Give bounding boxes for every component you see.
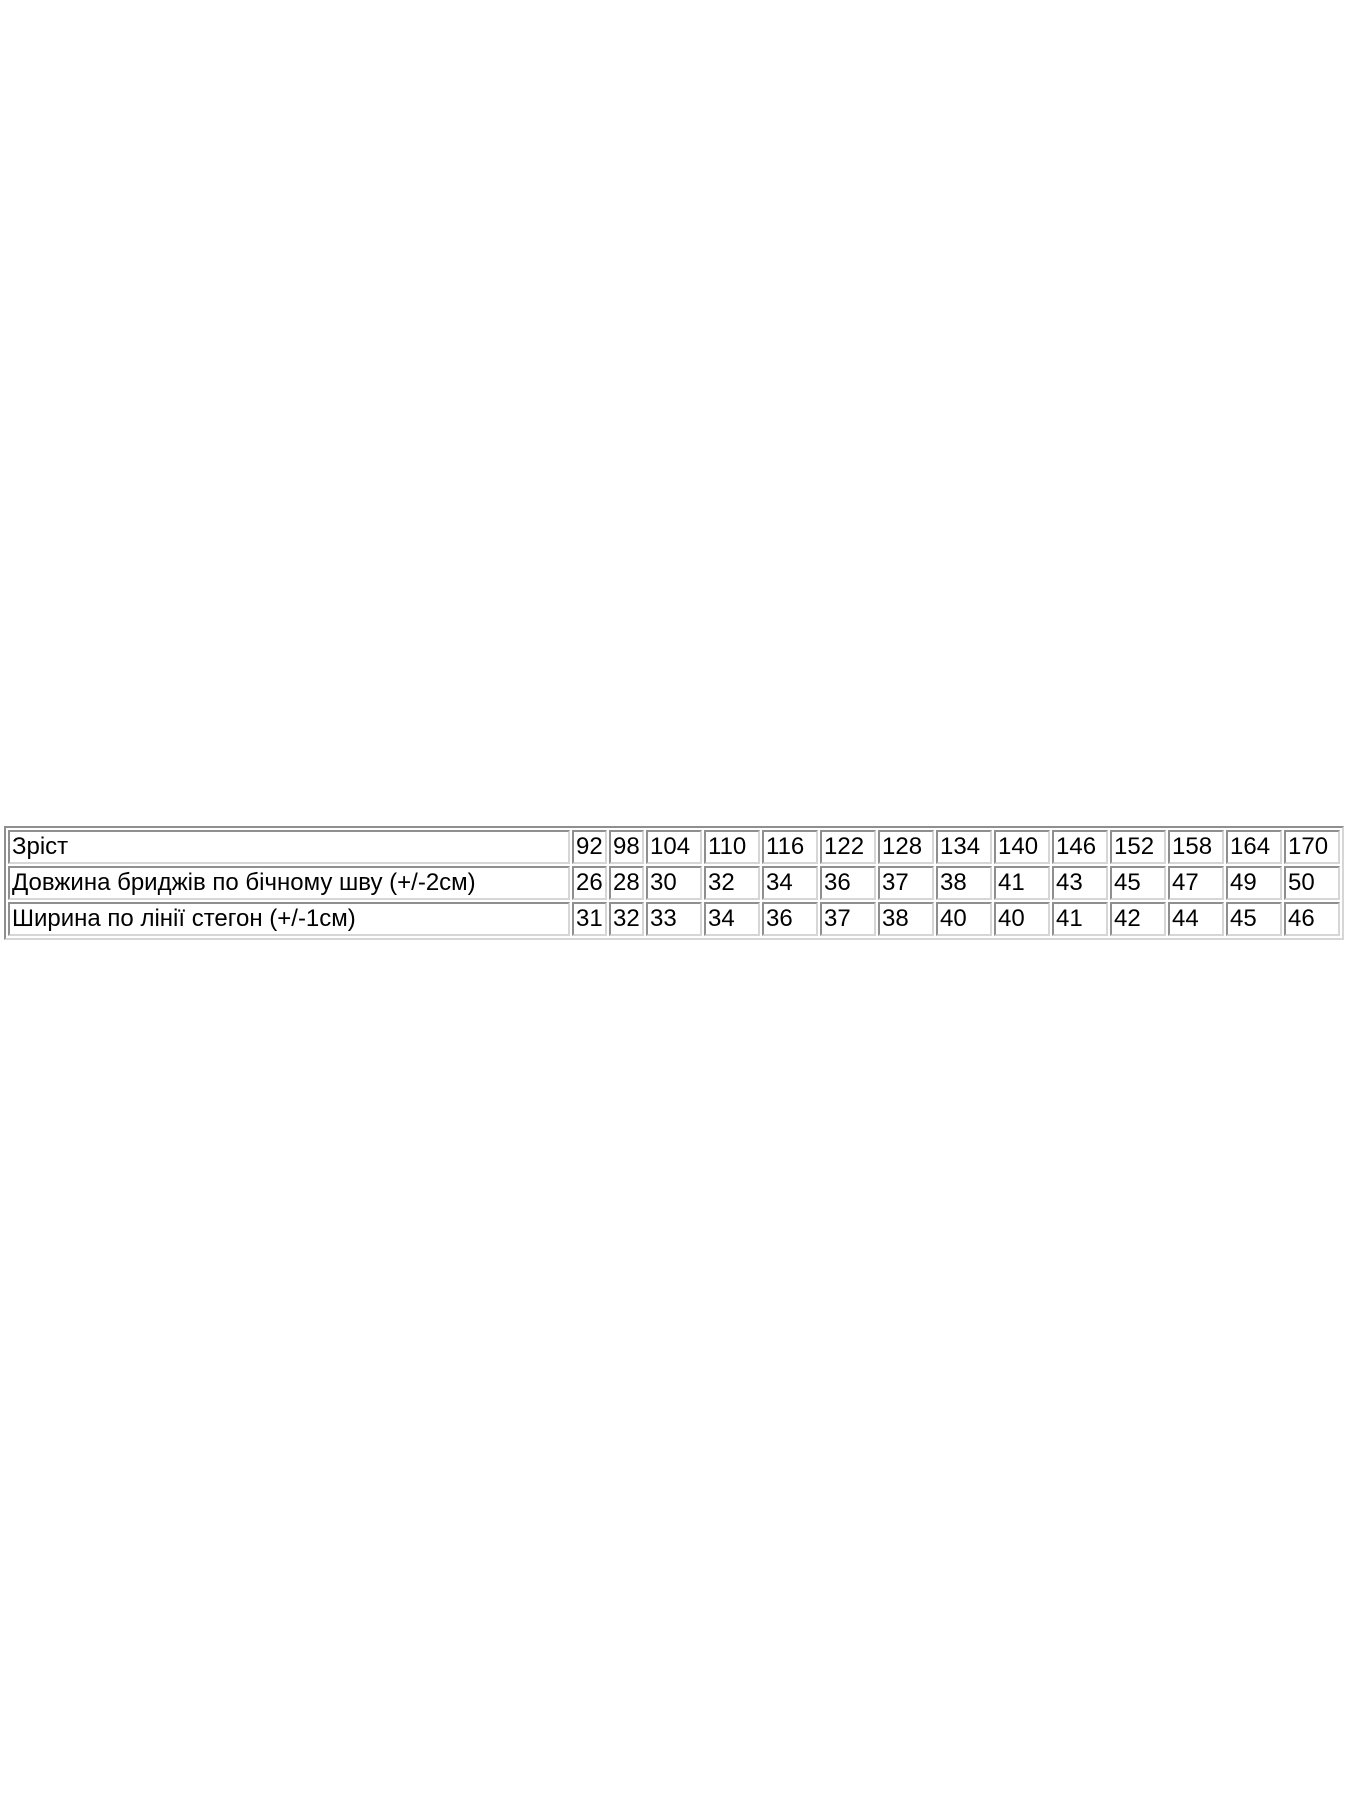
value-cell: 32	[609, 902, 644, 936]
value-cell: 49	[1226, 866, 1282, 900]
value-cell: 41	[1052, 902, 1108, 936]
value-cell: 92	[572, 830, 607, 864]
value-cell: 152	[1110, 830, 1166, 864]
table-row-height	[8, 830, 1340, 864]
value-cell: 32	[704, 866, 760, 900]
value-cell: 34	[762, 866, 818, 900]
value-cell: 164	[1226, 830, 1282, 864]
value-cell: 45	[1226, 902, 1282, 936]
value-cell: 104	[646, 830, 702, 864]
value-cell: 47	[1168, 866, 1224, 900]
row-label-height: Зріст	[8, 830, 570, 864]
value-cell: 128	[878, 830, 934, 864]
value-cell: 38	[878, 902, 934, 936]
value-cell: 37	[820, 902, 876, 936]
value-cell: 158	[1168, 830, 1224, 864]
value-cell: 41	[994, 866, 1050, 900]
table-row-length	[8, 866, 1340, 900]
table-row-width	[8, 902, 1340, 936]
value-cell: 134	[936, 830, 992, 864]
value-cell: 146	[1052, 830, 1108, 864]
value-cell: 170	[1284, 830, 1340, 864]
value-cell: 45	[1110, 866, 1166, 900]
value-cell: 116	[762, 830, 818, 864]
value-cell: 38	[936, 866, 992, 900]
value-cell: 43	[1052, 866, 1108, 900]
value-cell: 50	[1284, 866, 1340, 900]
row-label-width: Ширина по лінії стегон (+/-1см)	[8, 902, 570, 936]
value-cell: 42	[1110, 902, 1166, 936]
value-cell: 33	[646, 902, 702, 936]
value-cell: 31	[572, 902, 607, 936]
value-cell: 26	[572, 866, 607, 900]
value-cell: 98	[609, 830, 644, 864]
value-cell: 34	[704, 902, 760, 936]
value-cell: 37	[878, 866, 934, 900]
value-cell: 40	[994, 902, 1050, 936]
row-label-length: Довжина бриджів по бічному шву (+/-2см)	[8, 866, 570, 900]
value-cell: 44	[1168, 902, 1224, 936]
value-cell: 40	[936, 902, 992, 936]
value-cell: 36	[820, 866, 876, 900]
value-cell: 28	[609, 866, 644, 900]
value-cell: 36	[762, 902, 818, 936]
size-chart-table	[4, 826, 1344, 940]
value-cell: 30	[646, 866, 702, 900]
value-cell: 140	[994, 830, 1050, 864]
value-cell: 110	[704, 830, 760, 864]
value-cell: 46	[1284, 902, 1340, 936]
value-cell: 122	[820, 830, 876, 864]
